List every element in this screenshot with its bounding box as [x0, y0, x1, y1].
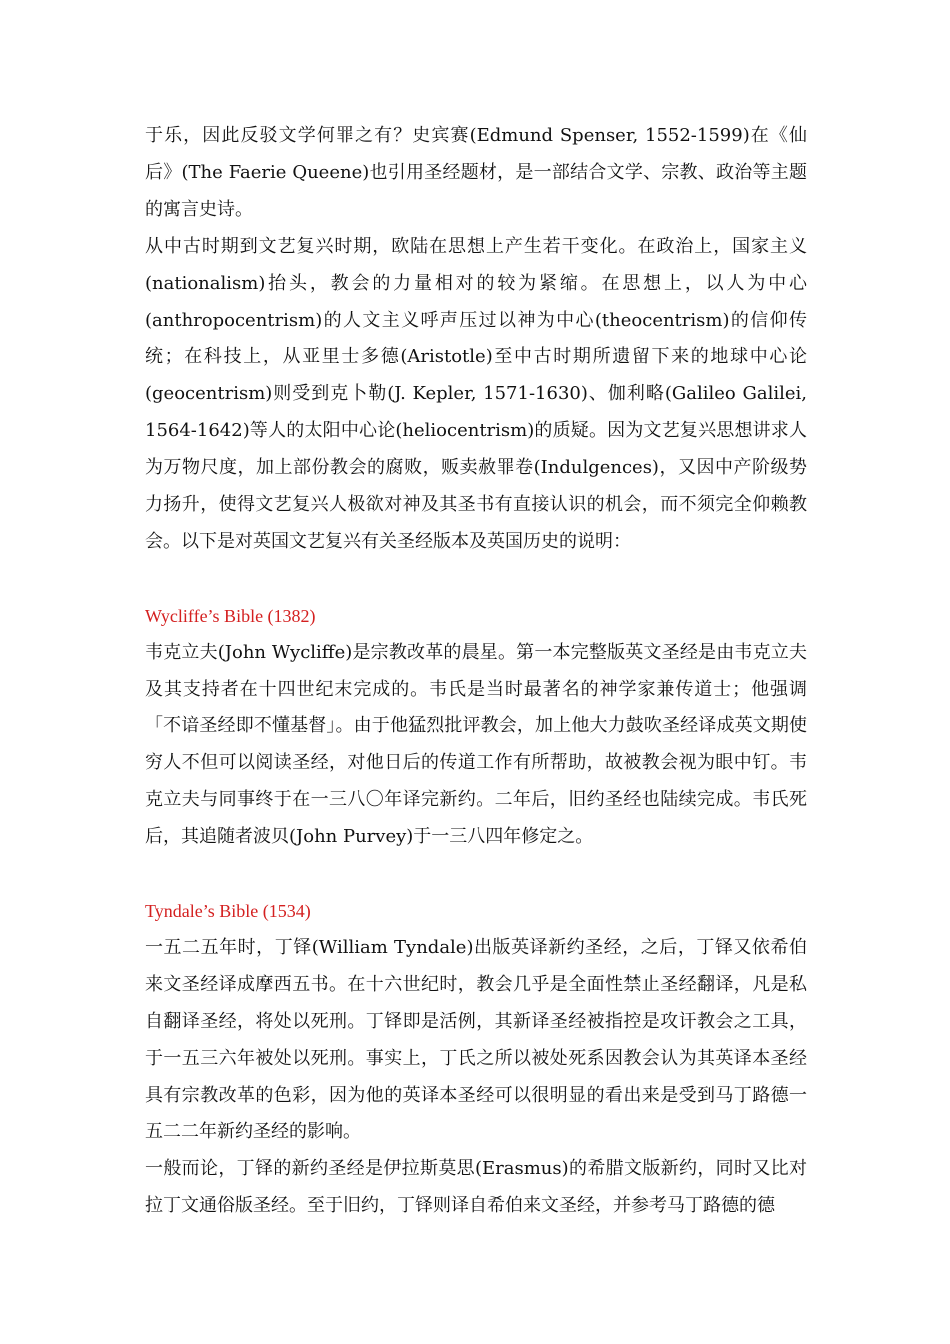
- body-paragraph: 从中古时期到文艺复兴时期，欧陆在思想上产生若干变化。在政治上，国家主义(nationalism)抬头，教会的力量相对的较为紧缩。在思想上，以人为中心(anthropocentrism)的人文主义呼声压过以神为中心(theocentrism)的信仰传统；在科技上，从亚里士多德(Aristotle)至中古时期所遗留下来的地球中心论(geocentrism)则受到克卜勒(J. Kepler, 1571-1630)、伽利略(Galileo Galilei, 1564-1642)等人的太阳中心论(heliocentrism)的质疑。因为文艺复兴思想讲求人为万物尺度，加上部份教会的腐败，贩卖赦罪卷(Indulgences)，又因中产阶级势力扬升，使得文艺复兴人极欲对神及其圣书有直接认识的机会，而不须完全仰赖教会。以下是对英国文艺复兴有关圣经版本及英国历史的说明：: [145, 235, 807, 552]
- document-page: [145, 118, 807, 1225]
- section-heading-wycliffe: Wycliffe’s Bible (1382): [145, 605, 316, 626]
- body-paragraph: 一五二五年时，丁铎(William Tyndale)出版英译新约圣经，之后，丁铎又依希伯来文圣经译成摩西五书。在十六世纪时，教会几乎是全面性禁止圣经翻译，凡是私自翻译圣经，将处以死刑。丁铎即是活例，其新译圣经被指控是攻讦教会之工具，于一五三六年被处以死刑。事实上，丁氏之所以被处死系因教会认为其英译本圣经具有宗教改革的色彩，因为他的英译本圣经可以很明显的看出来是受到马丁路德一五二二年新约圣经的影响。: [145, 936, 807, 1143]
- body-paragraph: 于乐，因此反驳文学何罪之有？史宾赛(Edmund Spenser, 1552-1599)在《仙后》(The Faerie Queene)也引用圣经题材，是一部结合文学、宗教、政治等主题的寓言史诗。: [145, 125, 807, 220]
- section-heading-tyndale: Tyndale’s Bible (1534): [145, 901, 311, 921]
- body-paragraph: 韦克立夫(John Wycliffe)是宗教改革的晨星。第一本完整版英文圣经是由韦克立夫及其支持者在十四世纪末完成的。韦氏是当时最著名的神学家兼传道士；他强调「不谙圣经即不懂基督」。由于他猛烈批评教会，加上他大力鼓吹圣经译成英文期使穷人不但可以阅读圣经，对他日后的传道工作有所帮助，故被教会视为眼中钉。韦克立夫与同事终于在一三八〇年译完新约。二年后，旧约圣经也陆续完成。韦氏死后，其追随者波贝(John Purvey)于一三八四年修定之。: [145, 641, 807, 848]
- body-paragraph: 一般而论，丁铎的新约圣经是伊拉斯莫思(Erasmus)的希腊文版新约，同时又比对拉丁文通俗版圣经。至于旧约，丁铎则译自希伯来文圣经，并参考马丁路德的德: [145, 1158, 807, 1217]
